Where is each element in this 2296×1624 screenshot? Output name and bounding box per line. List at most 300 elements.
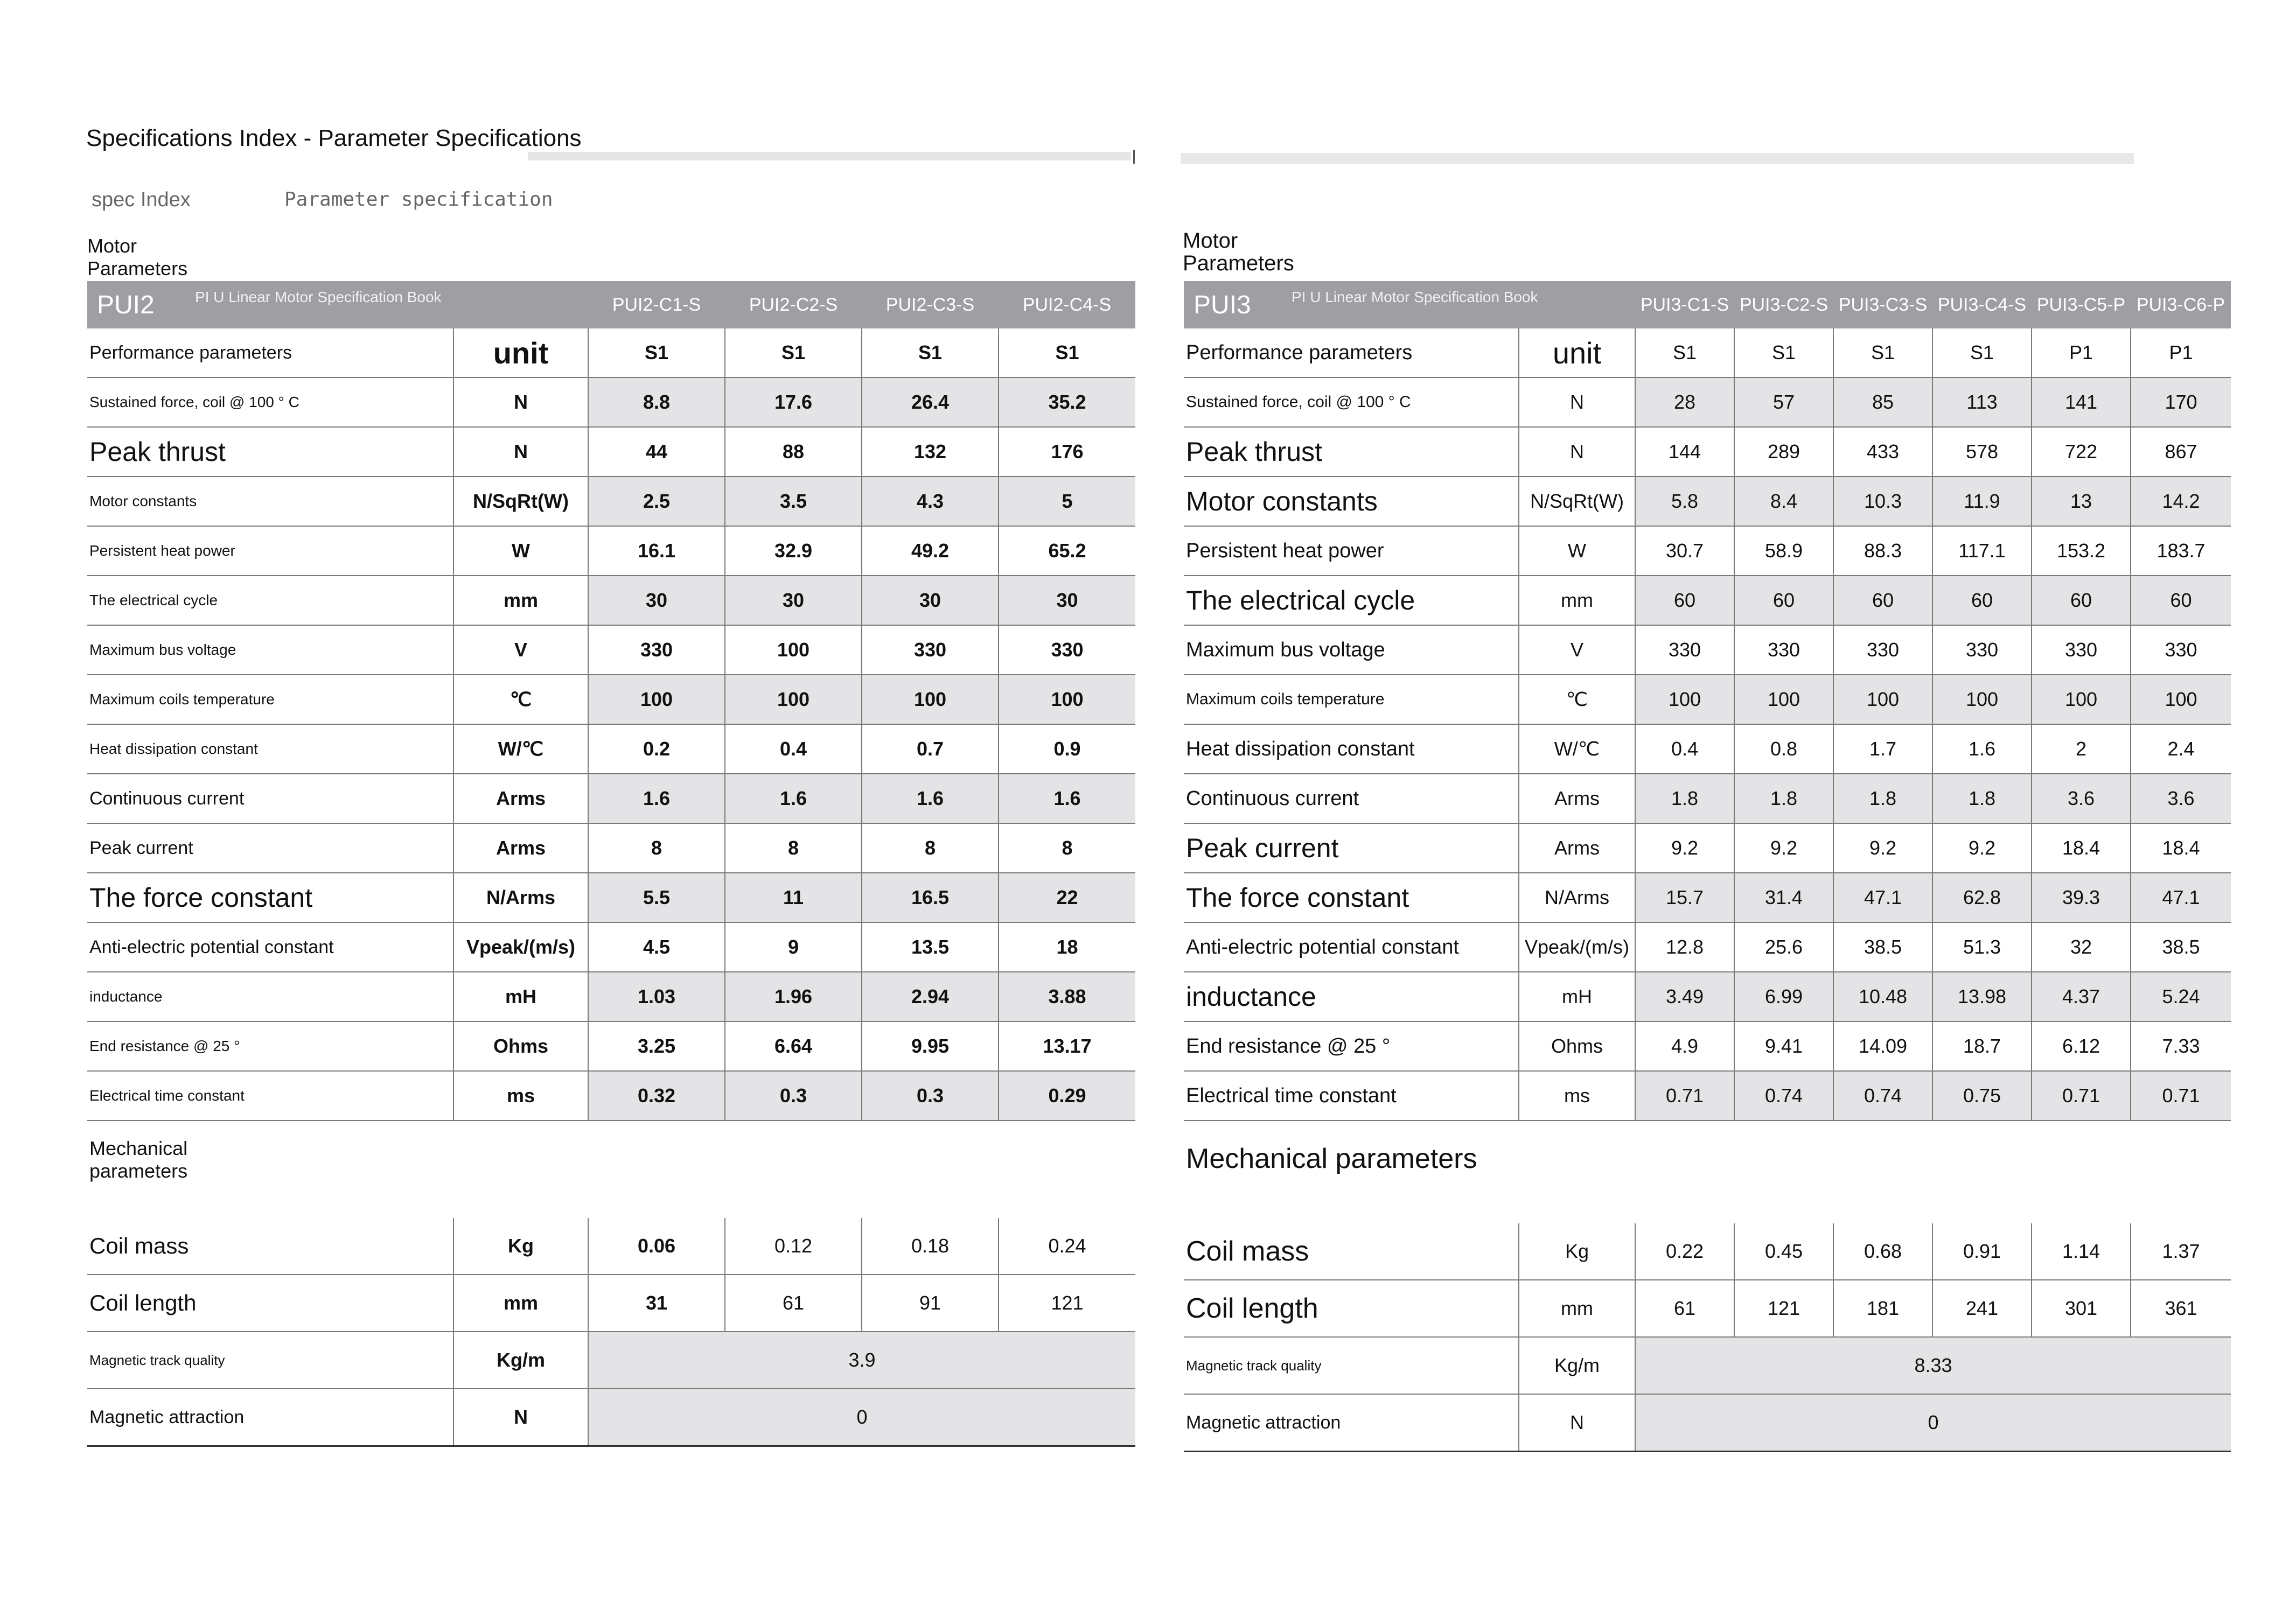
row-unit: N <box>453 427 588 477</box>
row-unit: N/SqRt(W) <box>1519 477 1635 526</box>
row-value: S1 <box>1932 328 2032 377</box>
row-label: The electrical cycle <box>87 576 453 625</box>
row-unit: W <box>1519 526 1635 576</box>
row-unit: Arms <box>453 774 588 823</box>
row-value: 113 <box>1932 377 2032 427</box>
row-value: 49.2 <box>862 526 999 576</box>
column-header: PUI3-C2-S <box>1734 281 1833 328</box>
row-value: 9.2 <box>1833 823 1932 873</box>
row-value: 26.4 <box>862 377 999 427</box>
row-value: 1.6 <box>725 774 862 823</box>
table-row <box>87 823 1135 873</box>
row-value: 18.4 <box>2131 823 2231 873</box>
mech-row-unit: N <box>1519 1394 1635 1452</box>
table-row <box>1184 477 2231 526</box>
table-row <box>87 1071 1135 1121</box>
row-label: Maximum bus voltage <box>87 625 453 675</box>
row-value: 3.6 <box>2131 774 2231 823</box>
row-value: 176 <box>999 427 1135 477</box>
table-row <box>1184 873 2231 922</box>
row-value: 28 <box>1635 377 1734 427</box>
row-value: 8.4 <box>1734 477 1833 526</box>
row-label: End resistance @ 25 ° <box>1184 1021 1519 1071</box>
row-value: 330 <box>1635 625 1734 675</box>
row-value: 433 <box>1833 427 1932 477</box>
table-row <box>1184 774 2231 823</box>
row-value: 5.5 <box>588 873 725 922</box>
table-row <box>1184 922 2231 972</box>
row-value: 2.94 <box>862 972 999 1021</box>
pui3-spec-table <box>1184 281 2231 1452</box>
title-divider <box>528 152 1131 160</box>
mech-row-unit: Kg <box>1519 1223 1635 1280</box>
row-value: P1 <box>2131 328 2231 377</box>
row-value: 4.3 <box>862 477 999 526</box>
row-value: 722 <box>2032 427 2131 477</box>
row-value: 1.6 <box>862 774 999 823</box>
table-row <box>87 576 1135 625</box>
row-value: 9.2 <box>1635 823 1734 873</box>
table-row <box>1184 328 2231 377</box>
row-unit: W/℃ <box>453 724 588 774</box>
row-label: Persistent heat power <box>1184 526 1519 576</box>
mech-row-value: 31 <box>588 1275 725 1332</box>
row-value: 88.3 <box>1833 526 1932 576</box>
row-value: 14.09 <box>1833 1021 1932 1071</box>
mech-row-unit: mm <box>1519 1280 1635 1337</box>
row-value: 141 <box>2032 377 2131 427</box>
row-value: 6.12 <box>2032 1021 2131 1071</box>
row-label: Heat dissipation constant <box>87 724 453 774</box>
row-value: S1 <box>1734 328 1833 377</box>
row-value: 65.2 <box>999 526 1135 576</box>
row-value: 5.8 <box>1635 477 1734 526</box>
row-value: 17.6 <box>725 377 862 427</box>
row-value: 1.6 <box>999 774 1135 823</box>
row-value: 578 <box>1932 427 2032 477</box>
row-value: 1.8 <box>1833 774 1932 823</box>
row-unit: N <box>1519 377 1635 427</box>
row-value: 0.4 <box>725 724 862 774</box>
mech-row-value: 61 <box>1635 1280 1734 1337</box>
row-value: 1.03 <box>588 972 725 1021</box>
book-label: PI U Linear Motor Specification Book <box>1292 289 1538 305</box>
row-unit: W <box>453 526 588 576</box>
row-value: 100 <box>1833 675 1932 724</box>
row-value: 9 <box>725 922 862 972</box>
row-label: Maximum coils temperature <box>87 675 453 724</box>
row-label: Maximum bus voltage <box>1184 625 1519 675</box>
mech-row-value: 121 <box>999 1275 1135 1332</box>
mech-row-label: Coil length <box>1184 1280 1519 1337</box>
column-header: PUI3-C1-S <box>1635 281 1734 328</box>
row-unit: Arms <box>1519 774 1635 823</box>
row-unit: Ohms <box>453 1021 588 1071</box>
mech-row <box>87 1332 1135 1389</box>
row-value: 38.5 <box>1833 922 1932 972</box>
row-value: 100 <box>1635 675 1734 724</box>
mech-row-unit: Kg/m <box>1519 1337 1635 1394</box>
row-value: 330 <box>999 625 1135 675</box>
row-value: 30 <box>588 576 725 625</box>
column-header: PUI3-C6-P <box>2131 281 2231 328</box>
row-value: 1.96 <box>725 972 862 1021</box>
row-value: S1 <box>725 328 862 377</box>
mech-row-label: Coil mass <box>1184 1223 1519 1280</box>
row-value: 0.74 <box>1833 1071 1932 1121</box>
model-name-cell <box>87 281 588 328</box>
row-value: 47.1 <box>1833 873 1932 922</box>
table-row <box>87 427 1135 477</box>
table-row <box>87 477 1135 526</box>
row-value: 62.8 <box>1932 873 2032 922</box>
row-value: S1 <box>1635 328 1734 377</box>
column-header: PUI3-C4-S <box>1932 281 2032 328</box>
table-row <box>87 724 1135 774</box>
mechanical-params-label: Mechanical parameters <box>1186 1143 1477 1174</box>
row-value: 0.8 <box>1734 724 1833 774</box>
table-row <box>87 774 1135 823</box>
row-value: 16.1 <box>588 526 725 576</box>
table-row <box>87 377 1135 427</box>
row-value: 330 <box>1932 625 2032 675</box>
row-value: 867 <box>2131 427 2231 477</box>
row-value: 6.99 <box>1734 972 1833 1021</box>
row-value: 10.3 <box>1833 477 1932 526</box>
mech-row-value: 241 <box>1932 1280 2032 1337</box>
mech-row-value: 0.06 <box>588 1218 725 1275</box>
row-value: 9.41 <box>1734 1021 1833 1071</box>
table-row <box>1184 377 2231 427</box>
row-value: 330 <box>862 625 999 675</box>
table-row <box>1184 823 2231 873</box>
row-value: 88 <box>725 427 862 477</box>
row-value: 144 <box>1635 427 1734 477</box>
row-value: 32.9 <box>725 526 862 576</box>
row-value: 12.8 <box>1635 922 1734 972</box>
row-unit: N/Arms <box>1519 873 1635 922</box>
row-value: 9.95 <box>862 1021 999 1071</box>
row-value: 15.7 <box>1635 873 1734 922</box>
mech-row-label: Coil length <box>87 1275 453 1332</box>
table-row <box>87 526 1135 576</box>
motor-params-label-right: Motor Parameters <box>1183 229 1294 275</box>
row-unit: Arms <box>453 823 588 873</box>
row-value: 6.64 <box>725 1021 862 1071</box>
row-value: 3.88 <box>999 972 1135 1021</box>
table-row <box>87 1021 1135 1071</box>
row-value: 0.75 <box>1932 1071 2032 1121</box>
row-value: 100 <box>1932 675 2032 724</box>
row-value: P1 <box>2032 328 2131 377</box>
mech-row-value: 0.68 <box>1833 1223 1932 1280</box>
row-value: 330 <box>2131 625 2231 675</box>
table-row <box>1184 675 2231 724</box>
row-value: 51.3 <box>1932 922 2032 972</box>
table-row <box>87 873 1135 922</box>
mechanical-section <box>1184 1121 2231 1223</box>
row-value: 7.33 <box>2131 1021 2231 1071</box>
model-name: PUI2 <box>97 290 155 319</box>
row-value: 10.48 <box>1833 972 1932 1021</box>
row-value: 3.25 <box>588 1021 725 1071</box>
row-unit: V <box>1519 625 1635 675</box>
row-label: Peak thrust <box>1184 427 1519 477</box>
row-value: 0.7 <box>862 724 999 774</box>
row-value: 9.2 <box>1932 823 2032 873</box>
row-value: 5 <box>999 477 1135 526</box>
mech-row-merged-value: 8.33 <box>1635 1337 2231 1394</box>
row-unit: ℃ <box>1519 675 1635 724</box>
mech-row <box>1184 1394 2231 1452</box>
row-value: 11 <box>725 873 862 922</box>
mech-row-value: 91 <box>862 1275 999 1332</box>
row-unit: N/SqRt(W) <box>453 477 588 526</box>
row-value: 183.7 <box>2131 526 2231 576</box>
mech-row-value: 1.37 <box>2131 1223 2231 1280</box>
row-value: 170 <box>2131 377 2231 427</box>
row-value: 100 <box>2131 675 2231 724</box>
table-row <box>87 625 1135 675</box>
row-value: 330 <box>1734 625 1833 675</box>
row-value: 2 <box>2032 724 2131 774</box>
row-unit: W/℃ <box>1519 724 1635 774</box>
row-value: 35.2 <box>999 377 1135 427</box>
row-value: 30.7 <box>1635 526 1734 576</box>
mech-row-value: 0.18 <box>862 1218 999 1275</box>
row-value: 289 <box>1734 427 1833 477</box>
row-value: 18.4 <box>2032 823 2131 873</box>
table-row <box>1184 526 2231 576</box>
mech-row-value: 61 <box>725 1275 862 1332</box>
row-value: 330 <box>2032 625 2131 675</box>
mech-row-value: 361 <box>2131 1280 2231 1337</box>
mech-row-value: 0.91 <box>1932 1223 2032 1280</box>
row-value: 60 <box>1734 576 1833 625</box>
row-label: Sustained force, coil @ 100 ° C <box>1184 377 1519 427</box>
mech-row-label: Magnetic track quality <box>1184 1337 1519 1394</box>
row-value: 100 <box>725 675 862 724</box>
row-unit: ℃ <box>453 675 588 724</box>
row-value: 9.2 <box>1734 823 1833 873</box>
row-value: S1 <box>588 328 725 377</box>
row-label: Electrical time constant <box>87 1071 453 1121</box>
row-value: 8 <box>999 823 1135 873</box>
row-value: S1 <box>1833 328 1932 377</box>
row-value: 0.71 <box>2131 1071 2231 1121</box>
row-value: 4.37 <box>2032 972 2131 1021</box>
model-name: PUI3 <box>1194 290 1251 319</box>
row-value: 2.4 <box>2131 724 2231 774</box>
row-label: Continuous current <box>87 774 453 823</box>
row-value: 58.9 <box>1734 526 1833 576</box>
row-value: 13.17 <box>999 1021 1135 1071</box>
row-value: S1 <box>862 328 999 377</box>
mech-row-unit: N <box>453 1389 588 1446</box>
row-value: 11.9 <box>1932 477 2032 526</box>
mech-row-merged-value: 0 <box>588 1389 1135 1446</box>
mech-row-value: 0.12 <box>725 1218 862 1275</box>
row-value: 117.1 <box>1932 526 2032 576</box>
row-unit: N <box>453 377 588 427</box>
row-unit: Ohms <box>1519 1021 1635 1071</box>
header-row <box>1184 281 2231 328</box>
mech-row-unit: Kg <box>453 1218 588 1275</box>
right-divider <box>1181 153 2134 164</box>
row-value: 25.6 <box>1734 922 1833 972</box>
row-unit: mH <box>1519 972 1635 1021</box>
row-value: 0.74 <box>1734 1071 1833 1121</box>
row-label: Maximum coils temperature <box>1184 675 1519 724</box>
row-value: 32 <box>2032 922 2131 972</box>
column-header: PUI2-C4-S <box>999 281 1135 328</box>
title-divider-tick <box>1133 150 1135 164</box>
row-value: 8 <box>588 823 725 873</box>
row-value: 3.49 <box>1635 972 1734 1021</box>
row-value: 0.4 <box>1635 724 1734 774</box>
row-label: Heat dissipation constant <box>1184 724 1519 774</box>
row-label: Peak current <box>1184 823 1519 873</box>
column-header: PUI3-C3-S <box>1833 281 1932 328</box>
row-value: 4.9 <box>1635 1021 1734 1071</box>
mech-row-value: 181 <box>1833 1280 1932 1337</box>
row-value: 22 <box>999 873 1135 922</box>
row-label: Anti-electric potential constant <box>1184 922 1519 972</box>
mech-row <box>87 1389 1135 1446</box>
row-value: 60 <box>1635 576 1734 625</box>
model-name-cell <box>1184 281 1635 328</box>
table-row <box>87 675 1135 724</box>
row-unit: V <box>453 625 588 675</box>
table-row <box>1184 625 2231 675</box>
row-label: Peak current <box>87 823 453 873</box>
mech-row-merged-value: 3.9 <box>588 1332 1135 1389</box>
row-unit: Vpeak/(m/s) <box>453 922 588 972</box>
mech-row-value: 121 <box>1734 1280 1833 1337</box>
row-value: 100 <box>725 625 862 675</box>
motor-params-label-left: Motor Parameters <box>87 235 188 279</box>
row-label: The force constant <box>1184 873 1519 922</box>
row-value: 3.6 <box>2032 774 2131 823</box>
column-header: PUI2-C2-S <box>725 281 862 328</box>
row-value: 0.2 <box>588 724 725 774</box>
table-row <box>1184 427 2231 477</box>
table-row <box>87 328 1135 377</box>
row-value: 0.9 <box>999 724 1135 774</box>
column-header: PUI2-C3-S <box>862 281 999 328</box>
mech-row-value: 301 <box>2032 1280 2131 1337</box>
row-value: 38.5 <box>2131 922 2231 972</box>
header-row <box>87 281 1135 328</box>
mechanical-params-label: Mechanical parameters <box>89 1137 188 1182</box>
mech-row <box>1184 1223 2231 1280</box>
row-label: inductance <box>87 972 453 1021</box>
row-value: 30 <box>725 576 862 625</box>
row-value: 18.7 <box>1932 1021 2032 1071</box>
mech-row-merged-value: 0 <box>1635 1394 2231 1452</box>
mech-row-value: 0.22 <box>1635 1223 1734 1280</box>
row-label: Anti-electric potential constant <box>87 922 453 972</box>
row-value: 1.6 <box>588 774 725 823</box>
row-label: Peak thrust <box>87 427 453 477</box>
row-value: 60 <box>1833 576 1932 625</box>
row-value: 60 <box>2032 576 2131 625</box>
row-value: 3.5 <box>725 477 862 526</box>
row-unit: ms <box>453 1071 588 1121</box>
mech-row-unit: Kg/m <box>453 1332 588 1389</box>
mech-row <box>1184 1280 2231 1337</box>
row-value: 132 <box>862 427 999 477</box>
row-value: 8 <box>862 823 999 873</box>
row-label: Persistent heat power <box>87 526 453 576</box>
row-value: 0.32 <box>588 1071 725 1121</box>
row-value: 85 <box>1833 377 1932 427</box>
row-value: S1 <box>999 328 1135 377</box>
row-label: The force constant <box>87 873 453 922</box>
row-label: Motor constants <box>1184 477 1519 526</box>
column-header: PUI3-C5-P <box>2032 281 2131 328</box>
mech-row-value: 1.14 <box>2032 1223 2131 1280</box>
row-value: 14.2 <box>2131 477 2231 526</box>
row-value: 8.8 <box>588 377 725 427</box>
row-value: 60 <box>1932 576 2032 625</box>
table-row <box>1184 576 2231 625</box>
mech-row-label: Magnetic attraction <box>1184 1394 1519 1452</box>
row-value: 13 <box>2032 477 2131 526</box>
row-value: 100 <box>588 675 725 724</box>
row-unit: N <box>1519 427 1635 477</box>
mech-row-label: Coil mass <box>87 1218 453 1275</box>
row-value: 18 <box>999 922 1135 972</box>
row-label: End resistance @ 25 ° <box>87 1021 453 1071</box>
mech-row <box>87 1275 1135 1332</box>
row-value: 16.5 <box>862 873 999 922</box>
row-value: 330 <box>1833 625 1932 675</box>
row-label: Electrical time constant <box>1184 1071 1519 1121</box>
table-row <box>1184 972 2231 1021</box>
mech-row-label: Magnetic track quality <box>87 1332 453 1389</box>
row-label: Continuous current <box>1184 774 1519 823</box>
row-unit: Arms <box>1519 823 1635 873</box>
row-label: Performance parameters <box>1184 328 1519 377</box>
row-value: 47.1 <box>2131 873 2231 922</box>
mech-row-unit: mm <box>453 1275 588 1332</box>
row-value: 8 <box>725 823 862 873</box>
page-title: Specifications Index - Parameter Specifications <box>86 125 582 151</box>
row-value: 0.3 <box>725 1071 862 1121</box>
row-value: 57 <box>1734 377 1833 427</box>
pui2-spec-table <box>87 281 1135 1447</box>
row-unit: ms <box>1519 1071 1635 1121</box>
row-value: 39.3 <box>2032 873 2131 922</box>
mechanical-section <box>87 1121 1135 1218</box>
table-row <box>87 922 1135 972</box>
row-value: 1.8 <box>1635 774 1734 823</box>
row-value: 100 <box>862 675 999 724</box>
mech-row-value: 0.45 <box>1734 1223 1833 1280</box>
book-label: PI U Linear Motor Specification Book <box>195 289 442 305</box>
row-unit: Vpeak/(m/s) <box>1519 922 1635 972</box>
row-unit: N/Arms <box>453 873 588 922</box>
row-label: inductance <box>1184 972 1519 1021</box>
row-unit: mH <box>453 972 588 1021</box>
mech-row-label: Magnetic attraction <box>87 1389 453 1446</box>
row-value: 5.24 <box>2131 972 2231 1021</box>
row-value: 1.8 <box>1932 774 2032 823</box>
row-unit: unit <box>453 328 588 377</box>
row-value: 1.6 <box>1932 724 2032 774</box>
table-row <box>1184 724 2231 774</box>
